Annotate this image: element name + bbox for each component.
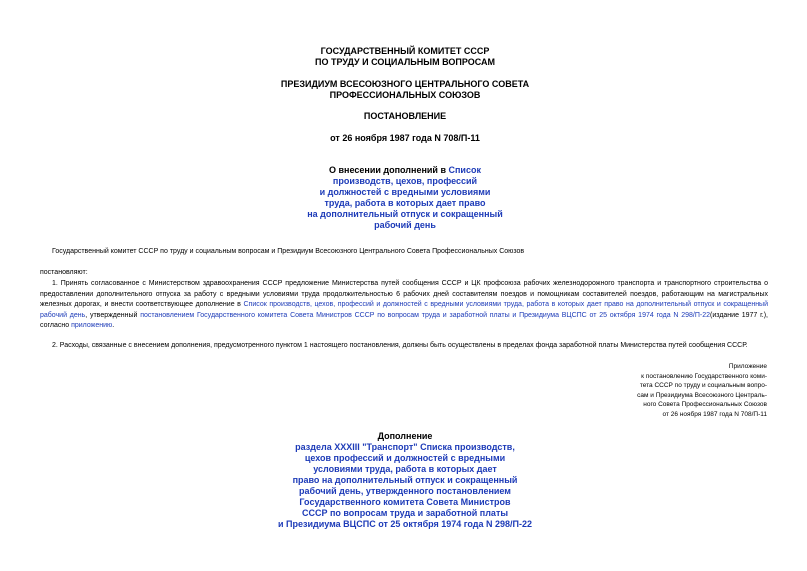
intro-paragraph: Государственный комитет СССР по труду и социальным вопросам и Президиум Всесоюзного Центрального Совета Профессиональных Союзов: [52, 248, 525, 255]
addition-line4[interactable]: право на дополнительный отпуск и сокращенный: [292, 474, 518, 485]
addition-line6[interactable]: Государственного комитета Совета Министров: [299, 496, 511, 507]
p1-link-decree[interactable]: постановлением Государственного комитета Совета Министров СССР по вопросам труда и заработной платы и Президиума ВЦСПС от 25 октября 1974 года N 298/П-22: [140, 311, 711, 319]
addition-heading-label: Дополнение: [377, 431, 433, 441]
appendix-line1: Приложение: [728, 363, 767, 370]
p1-text-c: (издание 1977 г.), согласно: [40, 311, 768, 329]
addition-line5[interactable]: рабочий день, утвержденного постановлением: [299, 485, 511, 496]
addition-title[interactable]: [250, 442, 560, 530]
title-link-line4[interactable]: труда, работа в которых дает право: [324, 198, 486, 208]
doc-type-label: ПОСТАНОВЛЕНИЕ: [363, 111, 447, 121]
addition-line2[interactable]: цехов профессий и должностей с вредными: [304, 452, 506, 463]
addition-line7[interactable]: СССР по вопросам труда и заработной платы: [301, 507, 509, 518]
p1-link-list[interactable]: Список производств, цехов, профессий и должностей с вредными условиями труда, работа в которых дает право на дополнительный отпуск и сокращенный рабочий день: [40, 301, 768, 319]
p1-link-appendix[interactable]: приложению: [71, 322, 113, 329]
doc-type: [250, 111, 560, 122]
p1-text-a: 1. Принять согласованное с Министерством здравоохранения СССР предложение Министерства путей сообщения СССР и ЦК профсоюза рабочих железнодорожного транспорта и транспортного строительства о предоставлении дополнительного отпуска за работу с вредными условиями труда продолжительностью 6 рабочих дней составителям поездов и помощникам составителей поездов, работающим на магистральных железных дорогах, и внести соответствующее дополнение в: [40, 280, 768, 308]
paragraph-1: [40, 279, 768, 332]
addition-heading: [250, 431, 560, 442]
doc-date-label: от 26 ноября 1987 года N 708/П-11: [330, 133, 480, 143]
appendix-line2: к постановлению Государственного коми-: [641, 372, 767, 380]
addition-line8[interactable]: и Президиума ВЦСПС от 25 октября 1974 года N 298/П-22: [277, 518, 533, 529]
appendix-line6: от 26 ноября 1987 года N 708/П-11: [662, 410, 767, 418]
title-link-line5[interactable]: на дополнительный отпуск и сокращенный: [307, 209, 503, 219]
title-link-list[interactable]: Список: [448, 165, 481, 175]
paragraph-2: 2. Расходы, связанные с внесением дополнения, предусмотренного пунктом 1 настоящего постановления, должны быть осуществлены в пределах фонда заработной платы Министерства путей сообщения СССР.: [52, 342, 748, 349]
appendix-line5: ного Совета Профессиональных Союзов: [643, 401, 767, 409]
issuer-committee-line2: ПО ТРУДУ И СОЦИАЛЬНЫМ ВОПРОСАМ: [314, 57, 495, 67]
issuer-presidium-line1: ПРЕЗИДИУМ ВСЕСОЮЗНОГО ЦЕНТРАЛЬНОГО СОВЕТА: [280, 79, 530, 89]
p1-text-d: .: [112, 322, 115, 329]
doc-title: [250, 165, 560, 231]
title-link-line3[interactable]: и должностей с вредными условиями: [319, 187, 491, 197]
title-prefix: О внесении дополнений в: [329, 165, 449, 175]
decree-word: постановляют:: [40, 269, 88, 276]
doc-date: [250, 133, 560, 144]
appendix-line3: тета СССР по труду и социальным вопро-: [639, 382, 767, 390]
p1-text-b: , утвержденный: [85, 311, 141, 319]
issuer-committee-line1: ГОСУДАРСТВЕННЫЙ КОМИТЕТ СССР: [320, 46, 490, 56]
issuer-presidium-line2: ПРОФЕССИОНАЛЬНЫХ СОЮЗОВ: [329, 90, 481, 100]
appendix-note: [567, 362, 767, 420]
title-link-line6[interactable]: рабочий день: [374, 220, 436, 230]
issuer-presidium: [250, 79, 560, 101]
issuer-committee: [250, 46, 560, 68]
addition-line1[interactable]: раздела XXXIII "Транспорт" Списка производств,: [295, 441, 515, 452]
appendix-line4: сам и Президиума Всесоюзного Централь-: [637, 391, 767, 399]
addition-line3[interactable]: условиями труда, работа в которых дает: [313, 463, 497, 474]
title-link-line2[interactable]: производств, цехов, профессий: [332, 176, 478, 186]
